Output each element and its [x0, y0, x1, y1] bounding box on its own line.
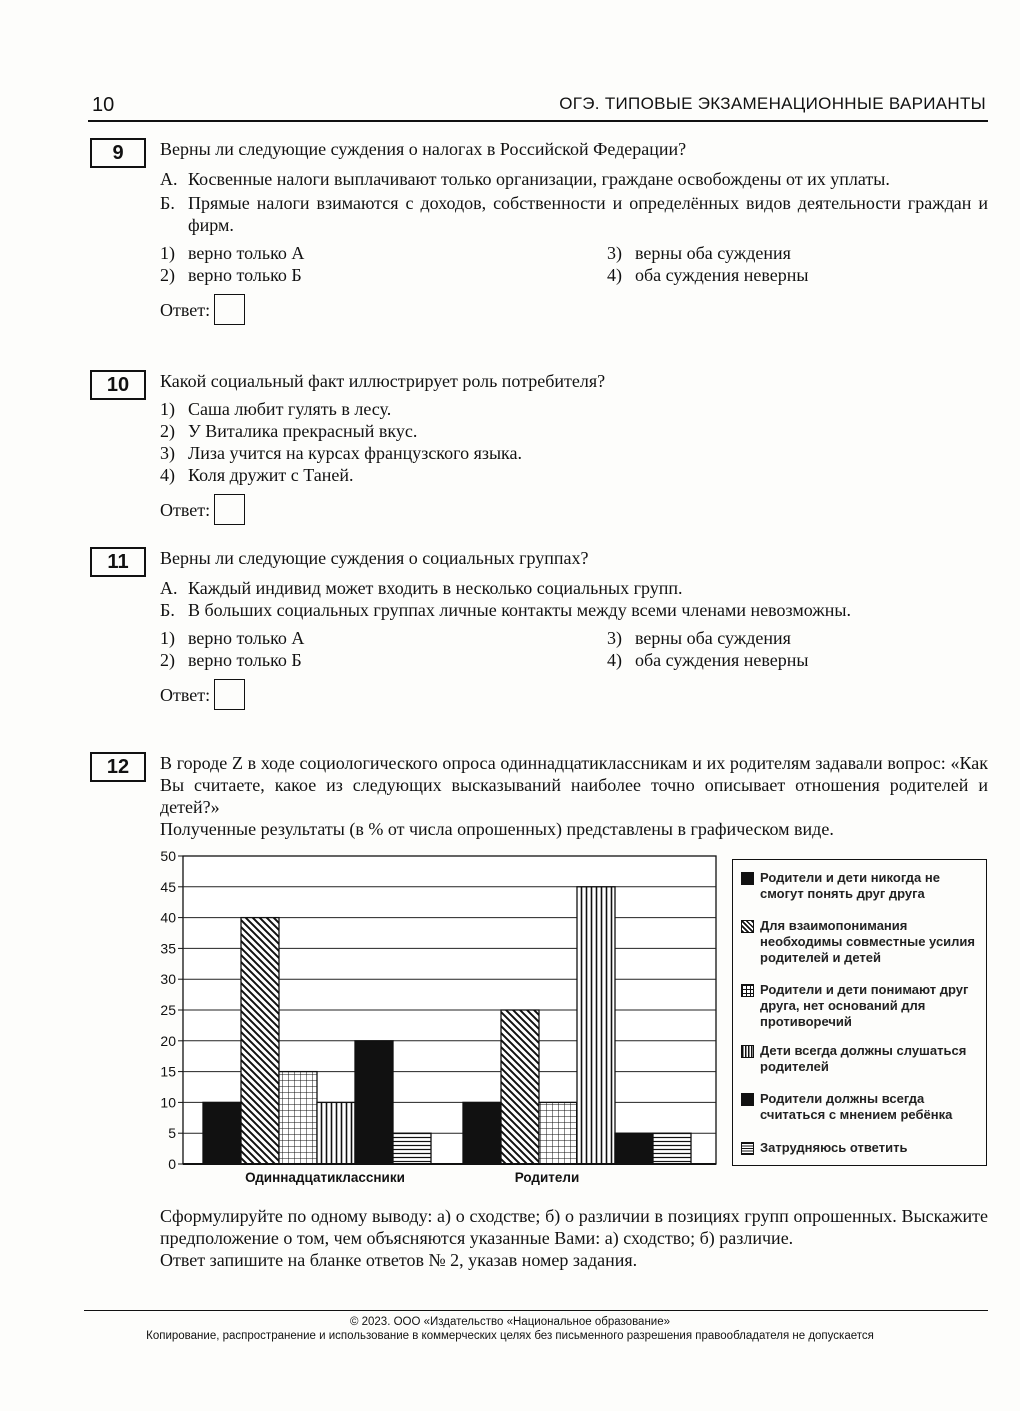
y-tick-label: 50	[160, 848, 176, 864]
answer-row	[160, 294, 988, 325]
bar	[241, 918, 279, 1164]
task-content	[160, 138, 988, 325]
legend-item	[741, 870, 984, 902]
option-number: 2)	[160, 265, 175, 285]
copyright: © 2023. ООО «Издательство «Национальное образование»	[349, 1316, 671, 1328]
option-number: 3)	[607, 628, 622, 648]
option-number: 1)	[160, 399, 175, 419]
bar	[539, 1102, 577, 1164]
y-tick-label: 30	[160, 971, 176, 988]
task-content	[160, 752, 988, 840]
task-number-box: 10	[90, 370, 146, 400]
task-content	[160, 370, 988, 525]
question-text: Верны ли следующие суждения о социальных группах?	[160, 548, 589, 568]
option-text: верно только А	[188, 243, 305, 263]
y-tick-label: 40	[160, 909, 176, 926]
statement-label: Б.	[160, 193, 175, 213]
option-text: верно только А	[188, 628, 305, 648]
option-text: верны оба суждения	[635, 628, 791, 648]
footer-rule	[84, 1310, 988, 1311]
option-number: 2)	[160, 421, 175, 441]
statement-a	[160, 168, 988, 190]
bar	[615, 1133, 653, 1164]
option	[160, 398, 988, 420]
header-rule	[88, 120, 988, 122]
statement-label: А.	[160, 169, 178, 189]
y-tick-label: 20	[160, 1032, 176, 1049]
statement-a	[160, 577, 988, 599]
bar	[317, 1102, 355, 1164]
page-number: 10	[92, 94, 115, 116]
results-text: Полученные результаты (в % от числа опрошенных) представлены в графическом виде.	[160, 819, 834, 839]
legend-swatch	[741, 872, 754, 885]
task-number-box: 11	[90, 547, 146, 577]
legend-swatch	[741, 1045, 754, 1058]
legend-item	[741, 1043, 984, 1075]
chart-legend	[732, 859, 987, 1166]
task-number-box: 9	[90, 138, 146, 168]
option	[607, 264, 988, 286]
option-number: 2)	[160, 650, 175, 670]
task-content	[160, 547, 988, 710]
answer-label: Ответ:	[160, 684, 211, 705]
y-tick-label: 5	[168, 1125, 176, 1142]
option	[160, 420, 988, 442]
assignment-text: Сформулируйте по одному выводу: а) о сходстве; б) о различии в позициях групп опрошенных. Выскажите предположение о том, чем объясняются указанные Вами: а) сходство; б) различие.	[160, 1206, 988, 1248]
option-text: оба суждения неверны	[635, 265, 809, 285]
y-tick-label: 25	[160, 1002, 176, 1018]
statement-label: Б.	[160, 600, 175, 620]
intro-text: В городе Z в ходе социологического опроса одиннадцатиклассникам и их родителям задавали вопрос: «Как Вы считаете, какое из следующих высказываний наиболее точно описывает отношения родителей и детей?»	[160, 753, 988, 817]
statement-text: Каждый индивид может входить в несколько социальных групп.	[188, 578, 683, 598]
option	[607, 627, 988, 649]
bar	[355, 1041, 393, 1164]
statement-text: Прямые налоги взимаются с доходов, собственности и определённых видов деятельности граждан и фирм.	[188, 193, 988, 235]
option	[160, 242, 607, 264]
y-tick-label: 35	[160, 940, 176, 957]
legend-swatch	[741, 984, 754, 997]
legend-item	[741, 918, 984, 966]
legend-swatch	[741, 920, 754, 933]
option-number: 4)	[607, 265, 622, 285]
option-text: оба суждения неверны	[635, 650, 809, 670]
legend-label: Дети всегда должны слушаться родителей	[760, 1043, 967, 1074]
answer-box[interactable]	[214, 679, 245, 710]
option-number: 3)	[607, 243, 622, 263]
option-text: верно только Б	[188, 650, 302, 670]
x-category-label: Родители	[514, 1170, 580, 1185]
question-text: Какой социальный факт иллюстрирует роль потребителя?	[160, 371, 606, 391]
option	[607, 242, 988, 264]
answer-box[interactable]	[214, 494, 245, 525]
option	[160, 464, 988, 486]
bar	[501, 1010, 539, 1164]
answer-row	[160, 679, 988, 710]
option-text: У Виталика прекрасный вкус.	[188, 421, 418, 441]
task-number-box: 12	[90, 752, 146, 782]
bar	[279, 1072, 317, 1164]
task-content	[160, 1205, 988, 1271]
bar	[393, 1133, 431, 1164]
answer-label: Ответ:	[160, 299, 211, 320]
option-text: Коля дружит с Таней.	[188, 465, 354, 485]
legend-label: Для взаимопонимания необходимы совместные усилия родителей и детей	[760, 918, 976, 965]
answer-options	[160, 398, 988, 486]
legend-label: Родители и дети понимают друг друга, нет оснований для противоречий	[760, 982, 969, 1029]
option-number: 3)	[160, 443, 175, 463]
option	[160, 627, 607, 649]
bar	[203, 1102, 241, 1164]
question-text: Верны ли следующие суждения о налогах в Российской Федерации?	[160, 139, 687, 159]
statement-text: Косвенные налоги выплачивают только организации, граждане освобождены от их уплаты.	[188, 169, 890, 189]
option-text: Лиза учится на курсах французского языка.	[188, 443, 523, 463]
running-header: ОГЭ. ТИПОВЫЕ ЭКЗАМЕНАЦИОННЫЕ ВАРИАНТЫ	[559, 94, 986, 113]
plot-area	[183, 856, 716, 1164]
y-tick-label: 0	[168, 1156, 176, 1172]
legend-item	[741, 982, 984, 1030]
bar	[653, 1133, 691, 1164]
y-tick-label: 45	[160, 878, 176, 895]
copyright-notice: Копирование, распространение и использование в коммерческих целях без письменного разрешения правообладателя не допускается	[146, 1330, 874, 1342]
statement-b	[160, 599, 988, 621]
legend-swatch	[741, 1093, 754, 1106]
legend-label: Родители и дети никогда не смогут понять друг друга	[760, 870, 940, 901]
statement-text: В больших социальных группах личные контакты между всеми членами невозможны.	[188, 600, 851, 620]
legend-item	[741, 1091, 984, 1123]
answer-label: Ответ:	[160, 499, 211, 520]
option	[160, 442, 988, 464]
option-text: верны оба суждения	[635, 243, 791, 263]
answer-options	[160, 242, 988, 286]
option	[160, 264, 607, 286]
statement-label: А.	[160, 578, 178, 598]
answer-row	[160, 494, 988, 525]
option	[160, 649, 607, 671]
option-number: 1)	[160, 628, 175, 648]
option	[607, 649, 988, 671]
statement-b	[160, 192, 988, 236]
option-number: 4)	[160, 465, 175, 485]
legend-swatch	[741, 1142, 754, 1155]
option-number: 4)	[607, 650, 622, 670]
legend-item	[741, 1140, 984, 1156]
option-number: 1)	[160, 243, 175, 263]
instruction-text: Ответ запишите на бланке ответов № 2, указав номер задания.	[160, 1250, 638, 1270]
bar	[577, 887, 615, 1164]
answer-box[interactable]	[214, 294, 245, 325]
legend-label: Затрудняюсь ответить	[760, 1140, 908, 1155]
legend-label: Родители должны всегда считаться с мнением ребёнка	[760, 1091, 953, 1122]
x-category-label: Одиннадцатиклассники	[245, 1170, 405, 1185]
answer-options	[160, 627, 988, 671]
option-text: верно только Б	[188, 265, 302, 285]
y-tick-label: 15	[160, 1063, 176, 1080]
y-tick-label: 10	[160, 1094, 176, 1111]
bar	[463, 1102, 501, 1164]
option-text: Саша любит гулять в лесу.	[188, 399, 392, 419]
